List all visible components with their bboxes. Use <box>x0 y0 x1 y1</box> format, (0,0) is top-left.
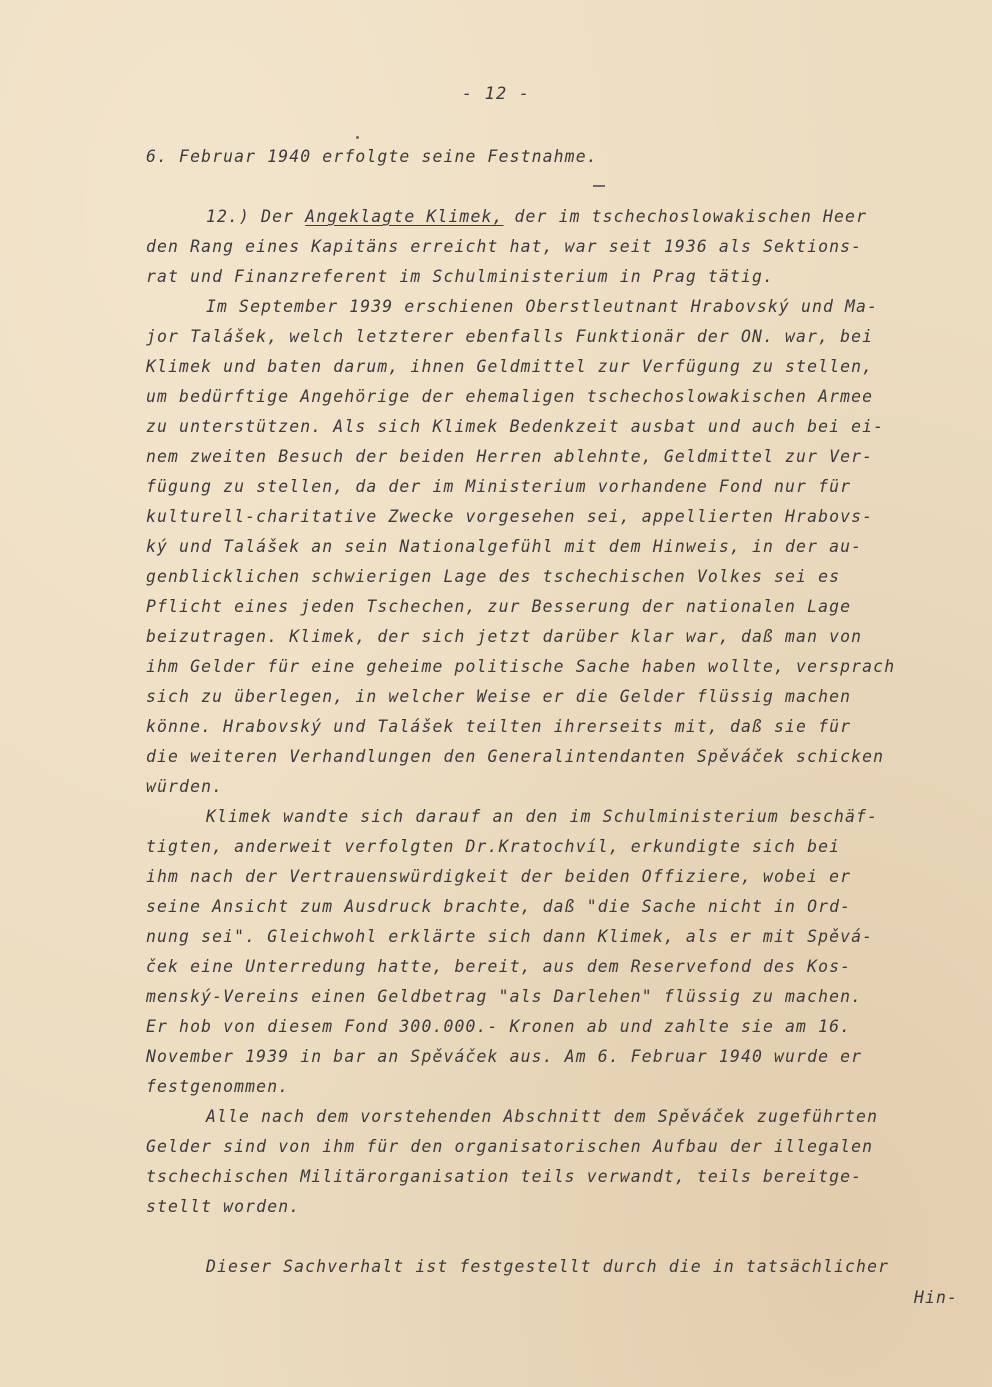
text-line: nem zweiten Besuch der beiden Herren ablehnte, Geldmittel zur Ver- <box>146 447 874 466</box>
text-line: beizutragen. Klimek, der sich jetzt darüber klar war, daß man von <box>146 627 863 646</box>
text-line: ček eine Unterredung hatte, bereit, aus dem Reservefond des Kos- <box>146 957 852 976</box>
text-line: könne. Hrabovský und Talášek teilten ihrerseits mit, daß sie für <box>146 717 852 736</box>
text-line: sich zu überlegen, in welcher Weise er die Gelder flüssig machen <box>146 687 852 706</box>
text-line: Gelder sind von ihm für den organisatorischen Aufbau der illegalen <box>146 1137 874 1156</box>
text-line: tigten, anderweit verfolgten Dr.Kratochvíl, erkundigte sich bei <box>146 837 841 856</box>
text-line: ihm Gelder für eine geheime politische Sache haben wollte, versprach <box>146 657 896 676</box>
line-continuation: der im tschechoslowakischen Heer <box>503 207 868 226</box>
text-line: kulturell-charitative Zwecke vorgesehen sei, appellierten Hrabovs- <box>146 507 874 526</box>
text-line: jor Talášek, welch letzterer ebenfalls Funktionär der ON. war, bei <box>146 327 874 346</box>
text-line: Dieser Sachverhalt ist festgestellt durch die in tatsächlicher <box>206 1257 890 1276</box>
text-line: Er hob von diesem Fond 300.000.- Kronen ab und zahlte sie am 16. <box>146 1017 852 1036</box>
text-line: würden. <box>146 777 224 796</box>
text-line: genblicklichen schwierigen Lage des tschechischen Volkes sei es <box>146 567 841 586</box>
text-line: Klimek und baten darum, ihnen Geldmittel zur Verfügung zu stellen, <box>146 357 874 376</box>
text-line: seine Ansicht zum Ausdruck brachte, daß "die Sache nicht in Ord- <box>146 897 852 916</box>
text-line: zu unterstützen. Als sich Klimek Bedenkzeit ausbat und auch bei ei- <box>146 417 885 436</box>
stray-mark <box>356 136 359 139</box>
underlined-phrase: Angeklagte Klimek, <box>305 207 504 226</box>
text-line: 6. Februar 1940 erfolgte seine Festnahme. <box>146 147 598 166</box>
text-line: fügung zu stellen, da der im Ministerium vorhandene Fond nur für <box>146 477 852 496</box>
page-number: - 12 - <box>461 84 531 104</box>
text-line: den Rang eines Kapitäns erreicht hat, war seit 1936 als Sektions- <box>146 237 863 256</box>
text-line <box>206 207 867 229</box>
text-line: ihm nach der Vertrauenswürdigkeit der beiden Offiziere, wobei er <box>146 867 852 886</box>
paragraph-number: 12.) Der <box>206 207 306 226</box>
text-line: Alle nach dem vorstehenden Abschnitt dem Spěváček zugeführten <box>206 1107 879 1126</box>
text-line: die weiteren Verhandlungen den Generalintendanten Spěváček schicken <box>146 747 885 766</box>
text-line: Pflicht eines jeden Tschechen, zur Besserung der nationalen Lage <box>146 597 852 616</box>
text-line: stellt worden. <box>146 1197 301 1216</box>
stray-mark <box>593 185 605 187</box>
text-line: Im September 1939 erschienen Oberstleutnant Hrabovský und Ma- <box>206 297 879 316</box>
text-line: tschechischen Militärorganisation teils verwandt, teils bereitge- <box>146 1167 863 1186</box>
text-line: um bedürftige Angehörige der ehemaligen tschechoslowakischen Armee <box>146 387 874 406</box>
text-line: November 1939 in bar an Spěváček aus. Am 6. Februar 1940 wurde er <box>146 1047 863 1066</box>
page-catchword: Hin- <box>914 1288 959 1307</box>
text-line: Klimek wandte sich darauf an den im Schulministerium beschäf- <box>206 807 879 826</box>
text-line: menský-Vereins einen Geldbetrag "als Darlehen" flüssig zu machen. <box>146 987 863 1006</box>
text-line: rat und Finanzreferent im Schulministerium in Prag tätig. <box>146 267 775 286</box>
text-line: festgenommen. <box>146 1077 290 1096</box>
text-line: ký und Talášek an sein Nationalgefühl mit dem Hinweis, in der au- <box>146 537 863 556</box>
text-line: nung sei". Gleichwohl erklärte sich dann Klimek, als er mit Spěvá- <box>146 927 874 946</box>
